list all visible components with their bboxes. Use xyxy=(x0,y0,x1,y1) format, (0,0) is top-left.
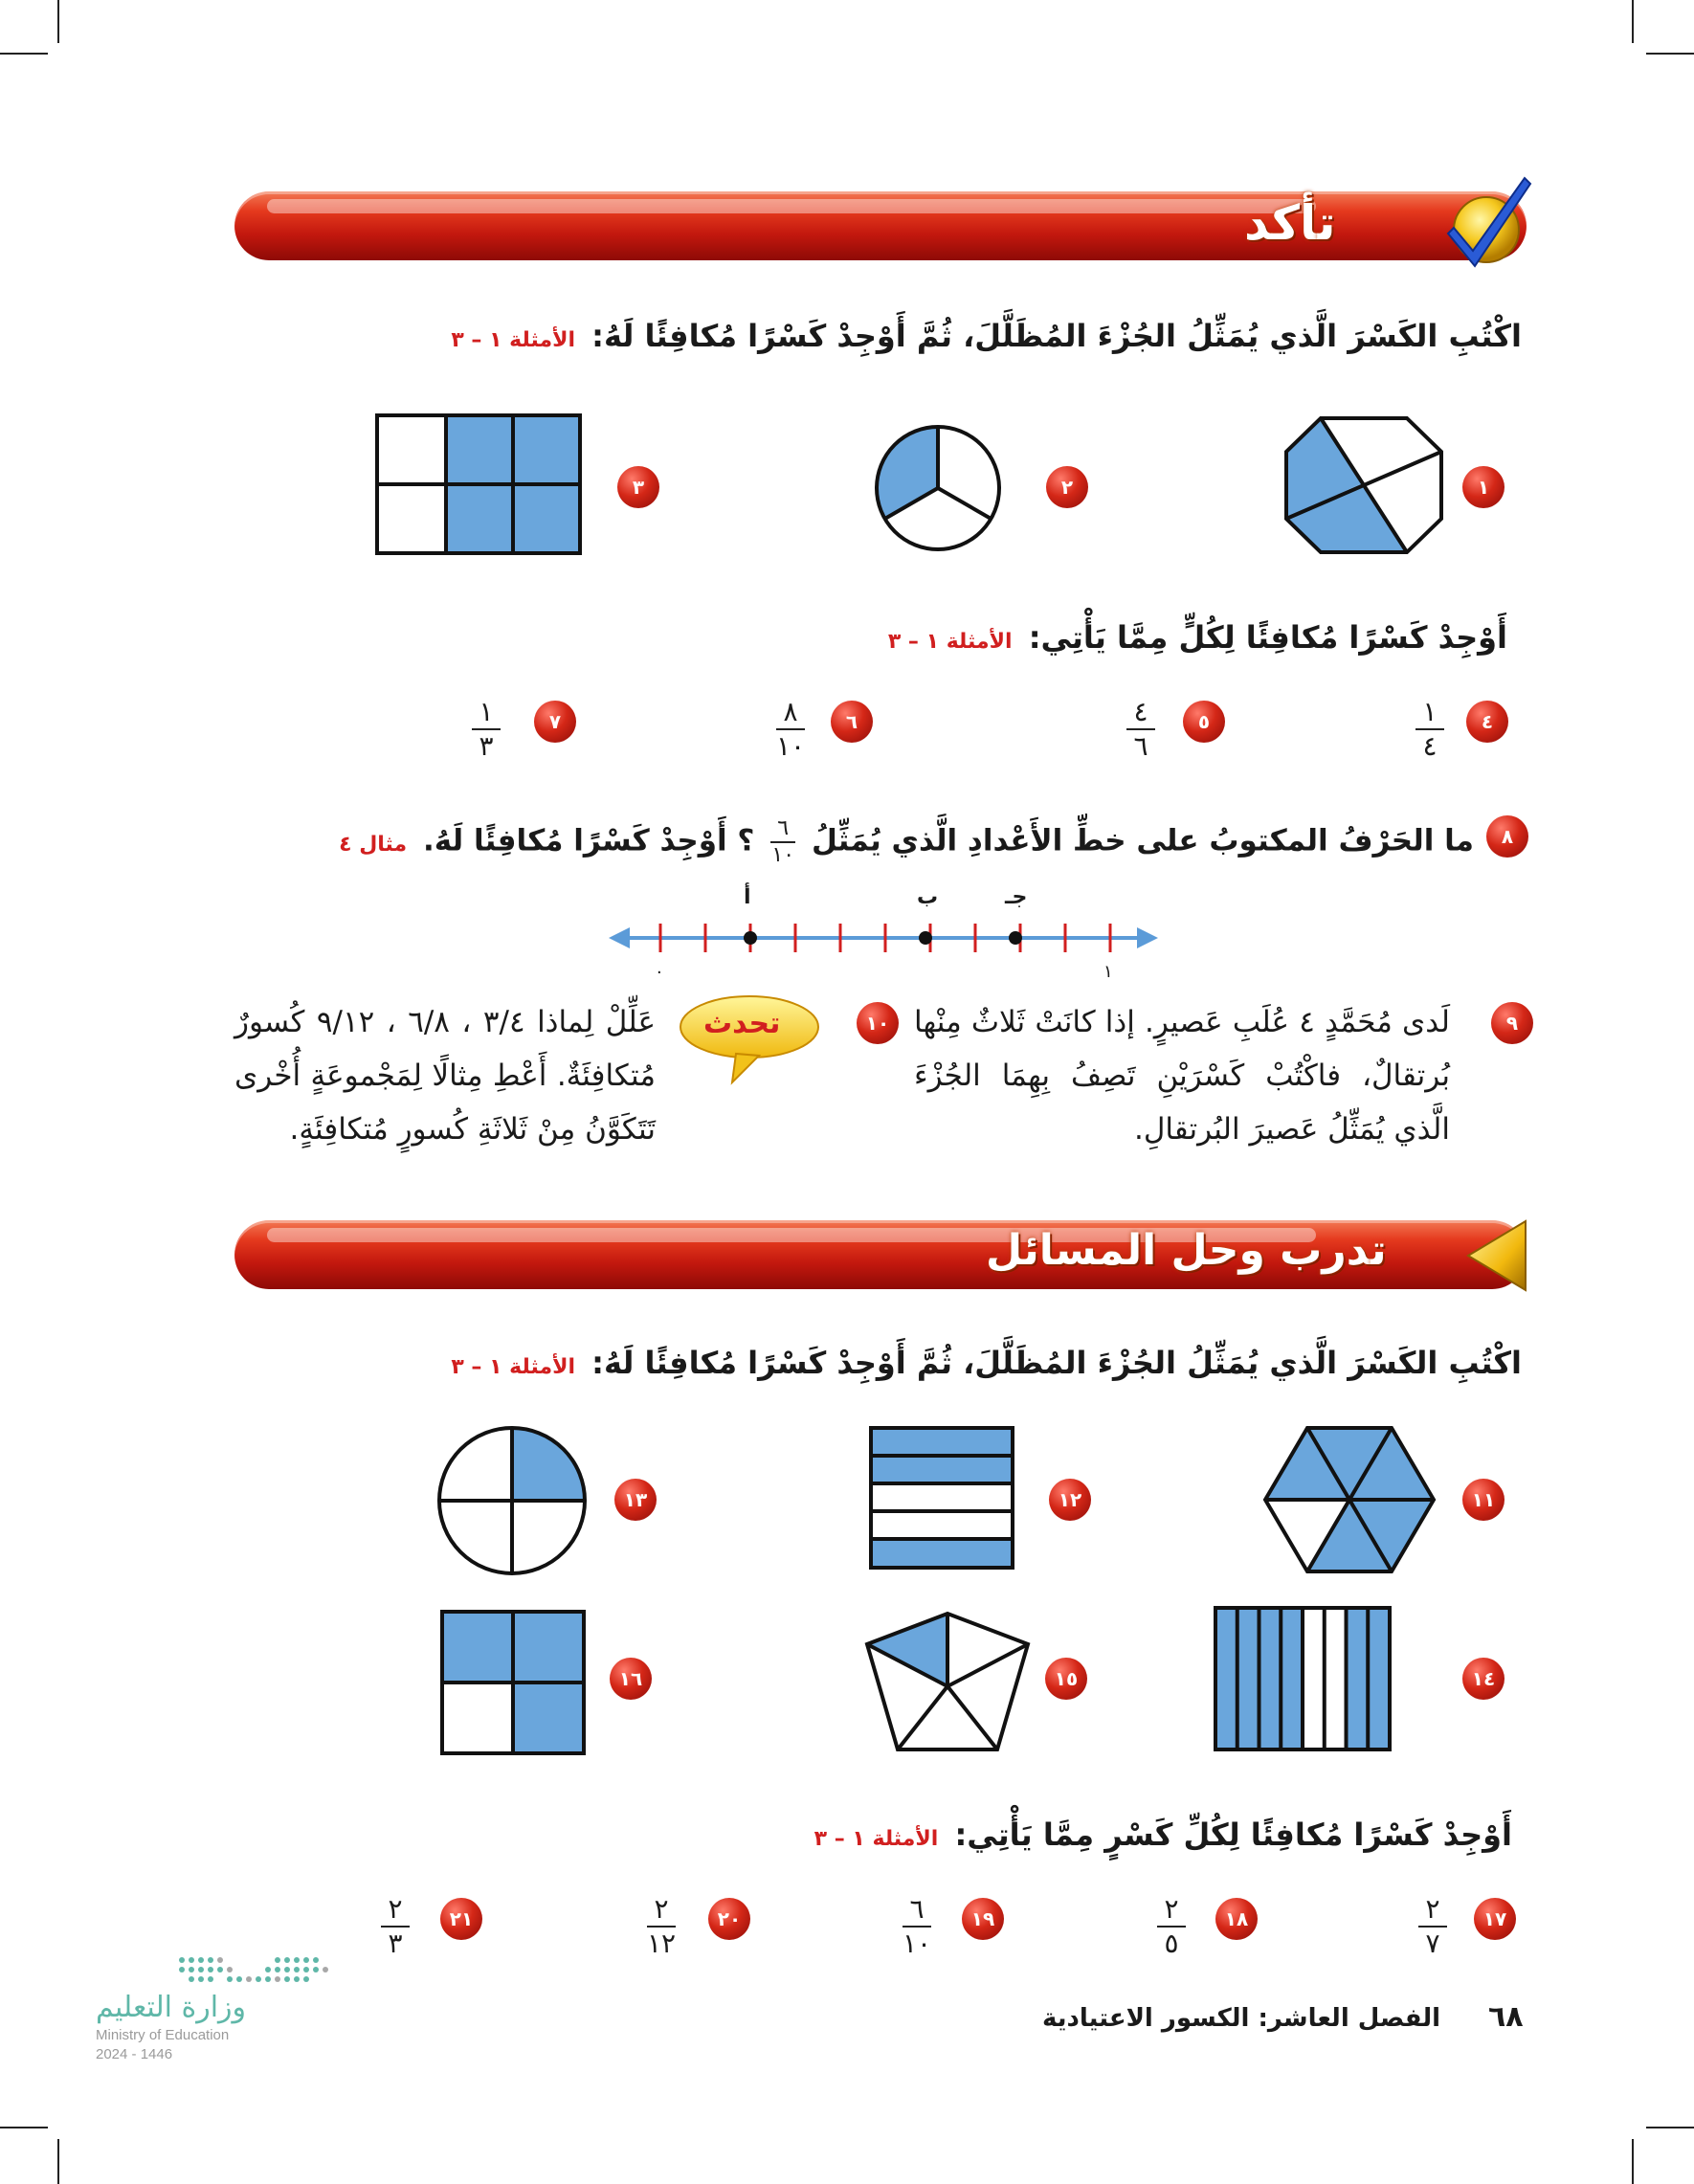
question-number: ٢١ xyxy=(440,1898,482,1940)
chapter-title: الفصل العاشر: الكسور الاعتيادية xyxy=(1041,2004,1440,2033)
figure-number: ١ xyxy=(1462,466,1505,508)
question-number: ٦ xyxy=(831,701,873,743)
ministry-logo-icon xyxy=(172,1952,345,1991)
triangle-arrow-icon xyxy=(1462,1217,1529,1294)
fraction: ١ ٤ xyxy=(1411,699,1449,760)
crop-mark xyxy=(1646,53,1694,55)
figure-number: ١٣ xyxy=(614,1479,657,1521)
point-label: ب xyxy=(917,885,939,909)
fraction: ٢ ١٢ xyxy=(646,1893,677,1959)
question-number: ١٩ xyxy=(962,1898,1004,1940)
question-number: ٧ xyxy=(534,701,576,743)
fraction: ١ ٣ xyxy=(467,699,505,760)
check-ref-1: الأمثلة ١ – ٣ xyxy=(451,328,576,352)
question-9-text: لَدى مُحَمَّدٍ ٤ عُلَبِ عَصيرٍ. إذا كانَتْ ثَلاثٌ مِنْها بُرتقالٌ، فاكْتُبْ كَسْرَيْنِ تَصِفُ بِهِمَا الجُزْءَ الَّذي يُمَثِّلُ عَصيرَ البُرتقالِ. xyxy=(914,1005,1451,1147)
checkmark-icon xyxy=(1440,170,1536,271)
hexagon-figure xyxy=(1261,1424,1438,1575)
question-10-text: عَلِّلْ لِماذا ٣/٤ ، ٦/٨ ، ٩/١٢ كُسورٌ مُتكافِئَةٌ. أَعْطِ مِثالًا لِمَجْموعَةٍ أُخْرى تَتَكَوَّنُ مِنْ ثَلاثَةِ كُسورٍ مُتكافِئَةٍ. xyxy=(234,1005,656,1147)
crop-mark xyxy=(1646,2127,1694,2128)
practice-instruction-1: اكْتُبِ الكَسْرَ الَّذي يُمَثِّلُ الجُزْءَ المُظَلَّلَ، ثُمَّ أَوْجِدْ كَسْرًا مُكافِئًا لَهُ: الأمثلة ١ – ٣ xyxy=(451,1345,1522,1381)
pentagon-figure xyxy=(863,1610,1032,1753)
question-number: ١٧ xyxy=(1474,1898,1516,1940)
point-label: أ xyxy=(744,885,751,909)
figure-number: ١٦ xyxy=(610,1658,652,1700)
horizontal-strips-figure xyxy=(869,1426,1014,1570)
vertical-strips-figure xyxy=(1214,1606,1392,1751)
question-number: ١٠ xyxy=(857,1002,899,1044)
number-line-end: ١ xyxy=(1103,962,1113,982)
circle-quarters-figure xyxy=(435,1424,589,1577)
check-ref-2: الأمثلة ١ – ٣ xyxy=(887,630,1013,654)
practice-ref-1: الأمثلة ١ – ٣ xyxy=(451,1355,576,1379)
check-title: تأكد xyxy=(1244,195,1336,251)
figure-number: ١٤ xyxy=(1462,1658,1505,1700)
crop-mark xyxy=(1632,0,1634,43)
number-line-point xyxy=(1009,931,1022,945)
circle-thirds-figure xyxy=(873,423,1003,553)
check-instruction-1: اكْتُبِ الكَسْرَ الَّذي يُمَثِّلُ الجُزْءَ المُظَلَّلَ، ثُمَّ أَوْجِدْ كَسْرًا مُكافِئًا لَهُ: الأمثلة ١ – ٣ xyxy=(451,318,1522,354)
figure-number: ١١ xyxy=(1462,1479,1505,1521)
question-number: ٥ xyxy=(1183,701,1225,743)
crop-mark xyxy=(57,0,59,43)
question-number: ١٨ xyxy=(1215,1898,1258,1940)
fraction: ٤ ٦ xyxy=(1122,699,1160,760)
page-number: ٦٨ xyxy=(1488,2000,1524,2034)
crop-mark xyxy=(57,2139,59,2184)
octagon-figure xyxy=(1282,413,1445,557)
figure-number: ١٥ xyxy=(1045,1658,1087,1700)
number-line-start: ٠ xyxy=(655,962,664,982)
fraction: ٢ ٣ xyxy=(376,1896,414,1957)
fraction: ٦ ١٠ xyxy=(902,1893,932,1959)
talk-badge: تحدث xyxy=(703,1007,781,1040)
ministry-name-en: Ministry of Education xyxy=(96,2027,230,2043)
fraction: ٢ ٧ xyxy=(1414,1896,1452,1957)
point-label: جـ xyxy=(1005,885,1028,909)
figure-number: ١٢ xyxy=(1049,1479,1091,1521)
practice-title: تدرب وحل المسائل xyxy=(986,1226,1387,1275)
practice-instruction-2: أَوْجِدْ كَسْرًا مُكافِئًا لِكُلِّ كَسْرٍ مِمَّا يَأْتِي: الأمثلة ١ – ٣ xyxy=(814,1816,1512,1853)
fraction: ٢ ٥ xyxy=(1152,1896,1191,1957)
check-instruction-2: أَوْجِدْ كَسْرًا مُكافِئًا لِكُلٍّ مِمَّا يَأْتِي: الأمثلة ١ – ٣ xyxy=(887,619,1507,656)
figure-number: ٢ xyxy=(1046,466,1088,508)
crop-mark xyxy=(0,2127,48,2128)
practice-ref-2: الأمثلة ١ – ٣ xyxy=(814,1827,939,1851)
ministry-name-ar: وزارة التعليم xyxy=(96,1991,247,2024)
question-number: ٩ xyxy=(1491,1002,1533,1044)
crop-mark xyxy=(1632,2139,1634,2184)
question-number: ٨ xyxy=(1486,815,1528,858)
square-quarters-figure xyxy=(440,1610,586,1755)
question-8-text: ما الحَرْفُ المكتوبُ على خطِّ الأَعْدادِ الَّذي يُمَثِّلُ ٦ ١٠ ؟ أَوْجِدْ كَسْرًا مُكافِئًا لَهُ. مثال ٤ xyxy=(339,816,1474,867)
fraction: ٨ ١٠ xyxy=(775,696,806,762)
edition-year: 2024 - 1446 xyxy=(96,2046,173,2062)
rectangle-grid-figure xyxy=(375,413,582,555)
question-number: ٢٠ xyxy=(708,1898,750,1940)
number-line-point xyxy=(744,931,757,945)
question-number: ٤ xyxy=(1466,701,1508,743)
number-line-point xyxy=(919,931,932,945)
number-line xyxy=(609,895,1158,986)
figure-number: ٣ xyxy=(617,466,659,508)
crop-mark xyxy=(0,53,48,55)
